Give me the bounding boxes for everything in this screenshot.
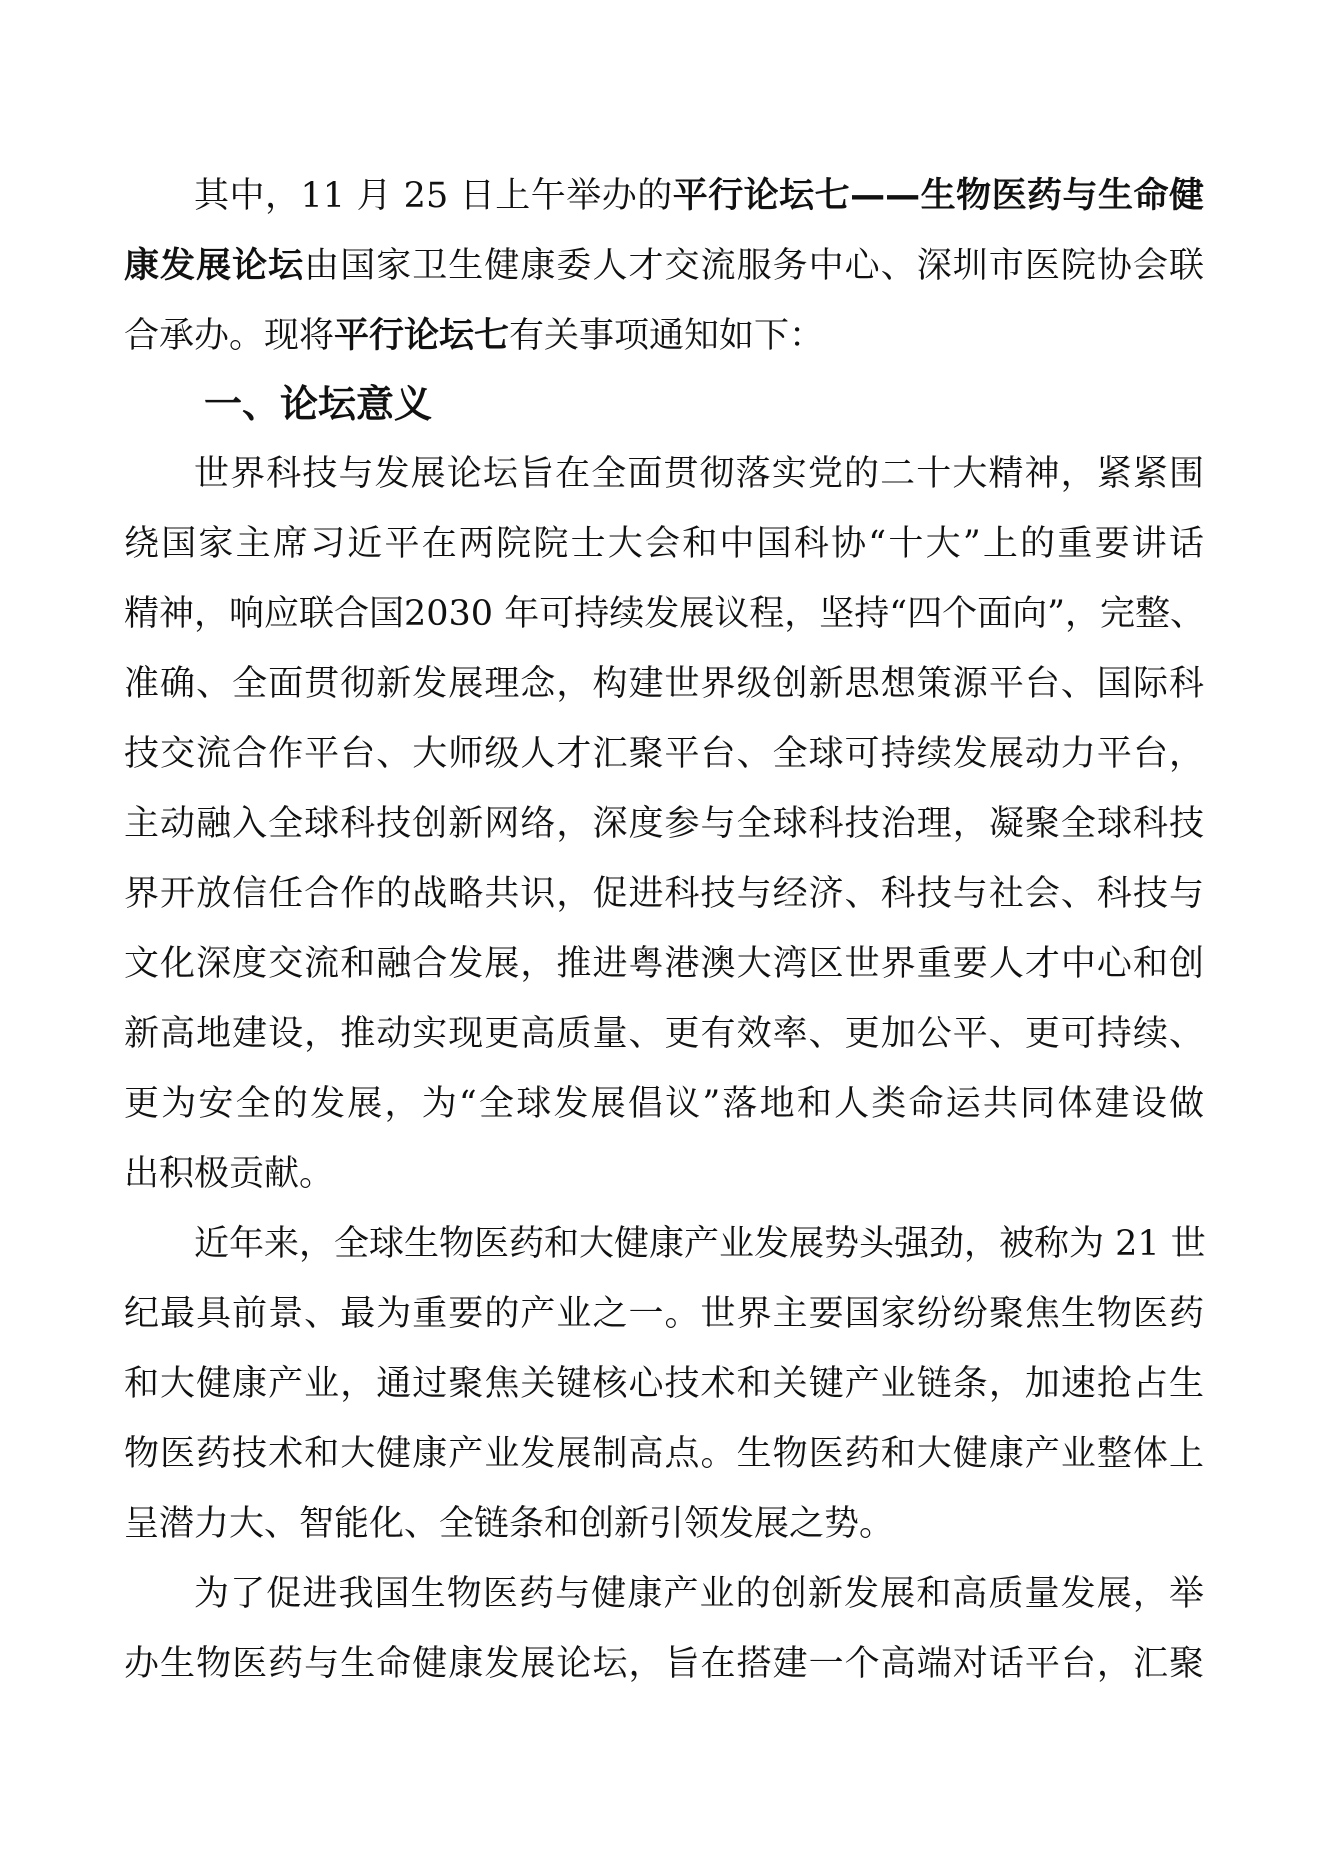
paragraph-2-line: 出积极贡献。: [124, 1154, 335, 1194]
bold-forum-title: 平行论坛七——生物医药与生命健: [672, 176, 1204, 216]
paragraph-3-line: 物医药技术和大健康产业发展制高点。生物医药和大健康产业整体上: [124, 1434, 1204, 1474]
text-run: 由国家卫生健康委人才交流服务中心、深圳市医院协会联: [304, 246, 1204, 286]
paragraph-1-line-3: [124, 314, 1204, 358]
bold-forum-title: 康发展论坛: [124, 246, 305, 286]
text-run: 合承办。现将: [124, 316, 335, 356]
paragraph-2-line: 世界科技与发展论坛旨在全面贯彻落实党的二十大精神，紧紧围: [194, 454, 1204, 494]
paragraph-2-line: 界开放信任合作的战略共识，促进科技与经济、科技与社会、科技与: [124, 874, 1204, 914]
paragraph-2-line: 更为安全的发展，为“全球发展倡议”落地和人类命运共同体建设做: [124, 1084, 1204, 1124]
paragraph-3-line: 呈潜力大、智能化、全链条和创新引领发展之势。: [124, 1504, 895, 1544]
paragraph-2-line: 新高地建设，推动实现更高质量、更有效率、更加公平、更可持续、: [124, 1014, 1204, 1054]
paragraph-3-line: 和大健康产业，通过聚焦关键核心技术和关键产业链条，加速抢占生: [124, 1364, 1204, 1404]
paragraph-4-line: 办生物医药与生命健康发展论坛，旨在搭建一个高端对话平台，汇聚: [124, 1644, 1204, 1684]
paragraph-2-line: 主动融入全球科技创新网络，深度参与全球科技治理，凝聚全球科技: [124, 804, 1204, 844]
paragraph-1-line-2: [124, 244, 1204, 288]
paragraph-3-line: 近年来，全球生物医药和大健康产业发展势头强劲，被称为 21 世: [194, 1224, 1206, 1264]
paragraph-2-line: 绕国家主席习近平在两院院士大会和中国科协“十大”上的重要讲话: [124, 524, 1204, 564]
paragraph-1-line-1: [194, 174, 1204, 218]
paragraph-2-line: 精神，响应联合国2030 年可持续发展议程，坚持“四个面向”，完整、: [124, 594, 1205, 634]
paragraph-2-line: 文化深度交流和融合发展，推进粤港澳大湾区世界重要人才中心和创: [124, 944, 1204, 984]
paragraph-2-line: 准确、全面贯彻新发展理念，构建世界级创新思想策源平台、国际科: [124, 664, 1204, 704]
paragraph-3-line: 纪最具前景、最为重要的产业之一。世界主要国家纷纷聚焦生物医药: [124, 1294, 1204, 1334]
bold-forum-name: 平行论坛七: [334, 316, 510, 356]
paragraph-2-line: 技交流合作平台、大师级人才汇聚平台、全球可持续发展动力平台，: [124, 734, 1204, 774]
text-run: 有关事项通知如下：: [509, 316, 825, 356]
paragraph-4-line: 为了促进我国生物医药与健康产业的创新发展和高质量发展，举: [194, 1574, 1204, 1614]
section-heading: 一、论坛意义: [204, 382, 433, 426]
text-run: 其中，11 月 25 日上午举办的: [194, 176, 673, 216]
